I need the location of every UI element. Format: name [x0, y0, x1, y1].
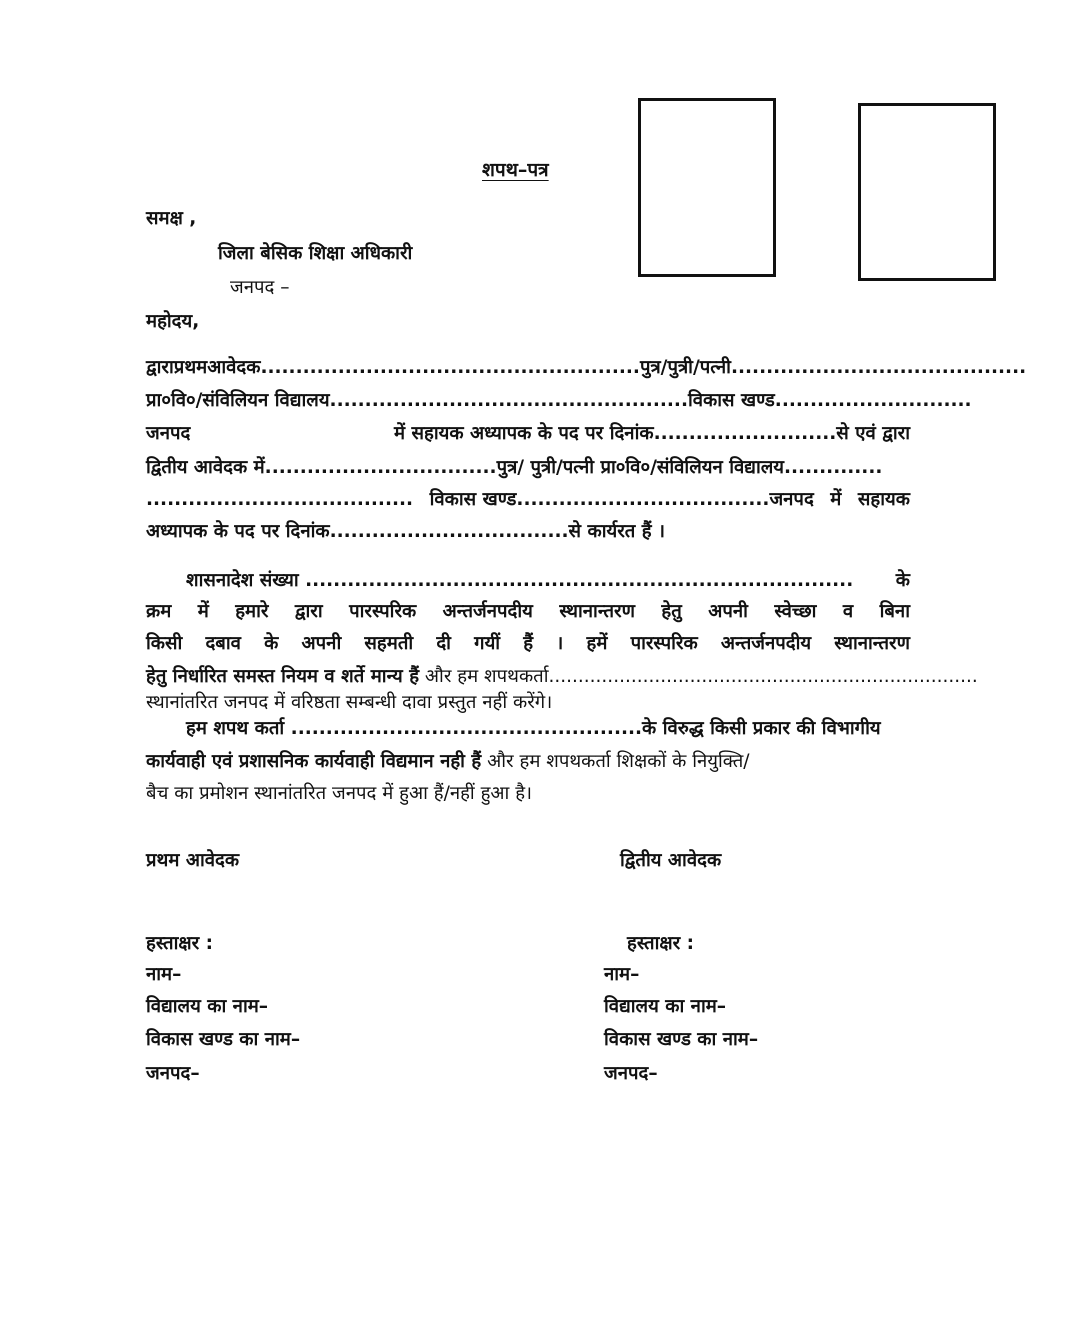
- body-line-2: प्रा०वि०/संविलियन विद्यालय...................................................विकास खण्ड............................: [146, 390, 972, 411]
- para3-line1: हम शपथ कर्ता ..................................................के विरुद्ध किसी प्रकार की विभागीय: [186, 718, 881, 739]
- photo-box-second-applicant: [858, 103, 996, 281]
- first-name: नाम–: [146, 964, 182, 985]
- body-line-1: द्वारा प्रथम आवेदक......................................................पुत्र/ पुत्री/पत्नी..........................................: [146, 357, 1027, 378]
- first-applicant-heading: प्रथम आवेदक: [146, 850, 240, 871]
- second-district: जनपद–: [604, 1063, 658, 1084]
- para2-line1: क्रम में हमारे द्वारा पारस्परिक अन्तर्जनपदीय स्थानान्तरण हेतु अपनी स्वेच्छा व बिना: [146, 601, 910, 622]
- para2-line2: किसी दबाव के अपनी सहमती दी गयीं हैं । हमें पारस्परिक अन्तर्जनपदीय स्थानान्तरण: [146, 633, 910, 654]
- first-school: विद्यालय का नाम–: [146, 996, 269, 1017]
- district-label: जनपद –: [230, 277, 290, 298]
- second-applicant-heading: द्वितीय आवेदक: [620, 850, 722, 871]
- first-block: विकास खण्ड का नाम–: [146, 1029, 301, 1050]
- govt-order-line: शासनादेश संख्या .............................................................................. के: [186, 570, 910, 591]
- body-line-5: ...................................... विकास खण्ड....................................जनपद में सहायक: [146, 489, 910, 510]
- first-district: जनपद–: [146, 1063, 200, 1084]
- para3-line3: बैच का प्रमोशन स्थानांतरित जनपद में हुआ हैं/नहीं हुआ है।: [146, 783, 533, 804]
- para2-line4: स्थानांतरित जनपद में वरिष्ठता सम्बन्धी दावा प्रस्तुत नहीं करेंगे।: [146, 692, 553, 713]
- body-line-4: द्वितीय आवेदक में.................................पुत्र/ पुत्री/पत्नी प्रा०वि०/संविलियन विद्यालय..............: [146, 457, 883, 478]
- second-block: विकास खण्ड का नाम–: [604, 1029, 759, 1050]
- salutation-to: समक्ष ,: [146, 208, 197, 229]
- para2-line3: हेतु निर्धारित समस्त नियम व शर्ते मान्य हैं और हम शपथकर्ता.........................................................................: [146, 666, 978, 687]
- photo-box-first-applicant: [638, 98, 776, 277]
- second-name: नाम–: [604, 964, 640, 985]
- second-school: विद्यालय का नाम–: [604, 996, 727, 1017]
- greeting: महोदय,: [146, 311, 200, 332]
- para3-line2: कार्यवाही एवं प्रशासनिक कार्यवाही विद्यमान नही हैं और हम शपथकर्ता शिक्षकों के नियुक्ति/: [146, 751, 750, 772]
- second-signature: हस्ताक्षर :: [627, 933, 695, 954]
- document-title: शपथ–पत्र: [482, 159, 549, 181]
- body-line-3: जनपद में सहायक अध्यापक के पद पर दिनांक..........................से एवं द्वारा: [146, 423, 910, 444]
- recipient: जिला बेसिक शिक्षा अधिकारी: [218, 243, 413, 264]
- body-line-6: अध्यापक के पद पर दिनांक..................................से कार्यरत हैं ।: [146, 521, 666, 542]
- first-signature: हस्ताक्षर :: [146, 933, 214, 954]
